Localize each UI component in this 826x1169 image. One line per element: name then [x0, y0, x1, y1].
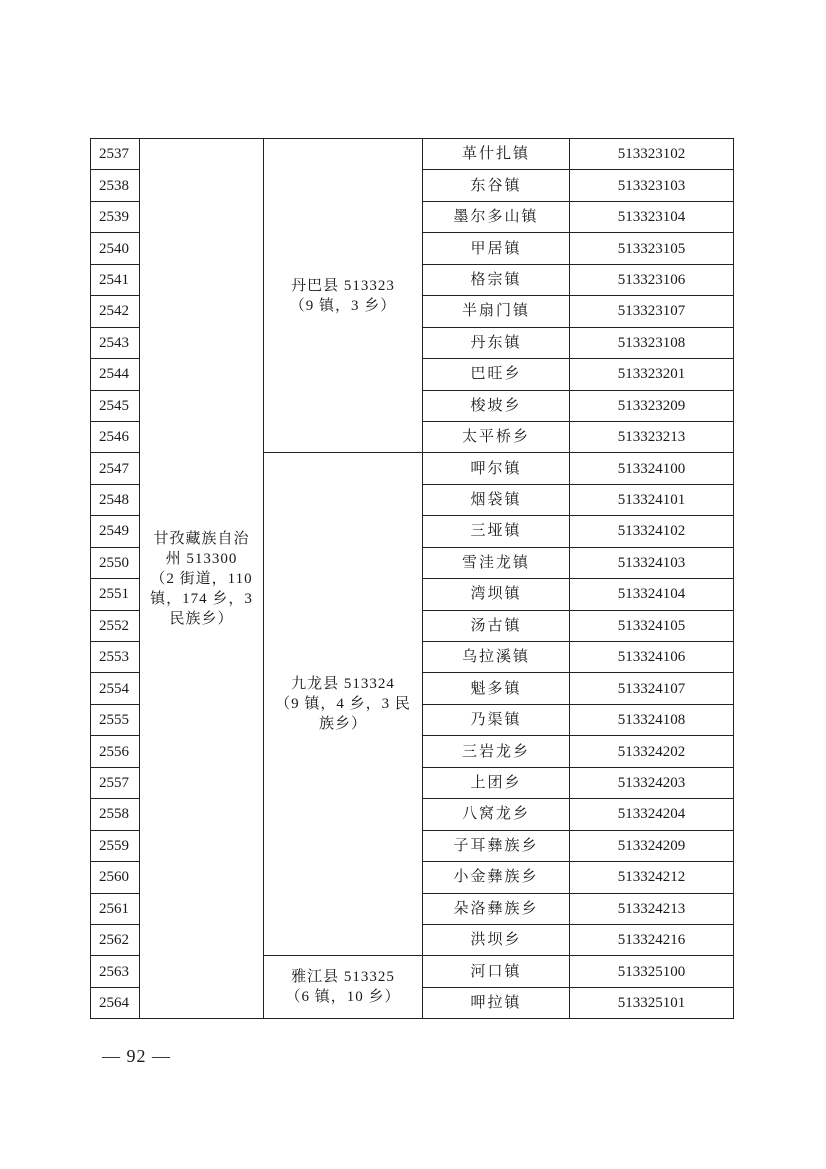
- row-index: 2561: [91, 893, 140, 924]
- row-index: 2537: [91, 139, 140, 170]
- town-name: 呷拉镇: [423, 987, 570, 1018]
- row-index: 2544: [91, 359, 140, 390]
- town-name: 梭坡乡: [423, 390, 570, 421]
- row-index: 2559: [91, 830, 140, 861]
- division-code: 513325101: [570, 987, 734, 1018]
- row-index: 2542: [91, 296, 140, 327]
- division-code: 513324103: [570, 547, 734, 578]
- row-index: 2538: [91, 170, 140, 201]
- division-code: 513323209: [570, 390, 734, 421]
- row-index: 2563: [91, 956, 140, 987]
- row-index: 2541: [91, 264, 140, 295]
- division-code: 513324202: [570, 736, 734, 767]
- division-code: 513323108: [570, 327, 734, 358]
- row-index: 2551: [91, 579, 140, 610]
- county-summary: （9 镇，4 乡，3 民: [275, 696, 411, 713]
- division-code: 513324105: [570, 610, 734, 641]
- town-name: 乃渠镇: [423, 704, 570, 735]
- row-index: 2564: [91, 987, 140, 1018]
- county-cell: [264, 956, 423, 1019]
- division-code: 513324213: [570, 893, 734, 924]
- division-code-table: [90, 138, 734, 1019]
- county-summary: （9 镇，3 乡）: [289, 297, 397, 314]
- division-code: 513324107: [570, 673, 734, 704]
- row-index: 2540: [91, 233, 140, 264]
- county-name: 丹巴县 513323: [291, 277, 395, 294]
- division-code: 513324101: [570, 484, 734, 515]
- town-name: 子耳彝族乡: [423, 830, 570, 861]
- town-name: 八窝龙乡: [423, 799, 570, 830]
- table-row: [91, 139, 734, 170]
- prefecture-name-line: （2 街道，110: [150, 570, 253, 587]
- row-index: 2555: [91, 704, 140, 735]
- prefecture-name-line: 镇，174 乡，3: [150, 590, 253, 607]
- prefecture-cell: [140, 139, 264, 1019]
- town-name: 魁多镇: [423, 673, 570, 704]
- prefecture-name-line: 民族乡）: [169, 610, 234, 627]
- prefecture-name-line: 州 513300: [165, 550, 238, 567]
- page-number: — 92 —: [102, 1046, 171, 1066]
- row-index: 2539: [91, 201, 140, 232]
- town-name: 半扇门镇: [423, 296, 570, 327]
- row-index: 2550: [91, 547, 140, 578]
- division-code: 513324216: [570, 924, 734, 955]
- division-code: 513325100: [570, 956, 734, 987]
- division-code: 513323102: [570, 139, 734, 170]
- town-name: 烟袋镇: [423, 484, 570, 515]
- town-name: 雪洼龙镇: [423, 547, 570, 578]
- town-name: 洪坝乡: [423, 924, 570, 955]
- town-name: 河口镇: [423, 956, 570, 987]
- town-name: 呷尔镇: [423, 453, 570, 484]
- town-name: 东谷镇: [423, 170, 570, 201]
- division-code: 513324212: [570, 862, 734, 893]
- division-code: 513323106: [570, 264, 734, 295]
- town-name: 丹东镇: [423, 327, 570, 358]
- county-summary: 族乡）: [318, 716, 367, 733]
- town-name: 汤古镇: [423, 610, 570, 641]
- county-name: 雅江县 513325: [291, 969, 395, 986]
- row-index: 2556: [91, 736, 140, 767]
- division-code: 513324209: [570, 830, 734, 861]
- town-name: 巴旺乡: [423, 359, 570, 390]
- division-code: 513323105: [570, 233, 734, 264]
- town-name: 三岩龙乡: [423, 736, 570, 767]
- table-body: [91, 139, 734, 1019]
- row-index: 2545: [91, 390, 140, 421]
- row-index: 2549: [91, 516, 140, 547]
- division-code: 513323107: [570, 296, 734, 327]
- town-name: 朵洛彝族乡: [423, 893, 570, 924]
- row-index: 2548: [91, 484, 140, 515]
- town-name: 甲居镇: [423, 233, 570, 264]
- division-code: 513324106: [570, 642, 734, 673]
- division-code: 513323104: [570, 201, 734, 232]
- county-summary: （6 镇，10 乡）: [285, 989, 401, 1006]
- town-name: 乌拉溪镇: [423, 642, 570, 673]
- town-name: 格宗镇: [423, 264, 570, 295]
- town-name: 小金彝族乡: [423, 862, 570, 893]
- row-index: 2557: [91, 767, 140, 798]
- row-index: 2552: [91, 610, 140, 641]
- row-index: 2547: [91, 453, 140, 484]
- division-code: 513323213: [570, 421, 734, 452]
- row-index: 2558: [91, 799, 140, 830]
- town-name: 墨尔多山镇: [423, 201, 570, 232]
- row-index: 2562: [91, 924, 140, 955]
- division-code: 513324204: [570, 799, 734, 830]
- division-code: 513324104: [570, 579, 734, 610]
- division-code: 513324102: [570, 516, 734, 547]
- division-code: 513323103: [570, 170, 734, 201]
- town-name: 上团乡: [423, 767, 570, 798]
- row-index: 2554: [91, 673, 140, 704]
- row-index: 2560: [91, 862, 140, 893]
- town-name: 三垭镇: [423, 516, 570, 547]
- county-cell: [264, 139, 423, 453]
- row-index: 2553: [91, 642, 140, 673]
- county-name: 九龙县 513324: [291, 676, 395, 693]
- row-index: 2546: [91, 421, 140, 452]
- prefecture-name-line: 甘孜藏族自治: [153, 530, 250, 547]
- town-name: 太平桥乡: [423, 421, 570, 452]
- division-code: 513324100: [570, 453, 734, 484]
- county-cell: [264, 453, 423, 956]
- division-code: 513323201: [570, 359, 734, 390]
- row-index: 2543: [91, 327, 140, 358]
- division-code: 513324108: [570, 704, 734, 735]
- division-code: 513324203: [570, 767, 734, 798]
- town-name: 革什扎镇: [423, 139, 570, 170]
- town-name: 湾坝镇: [423, 579, 570, 610]
